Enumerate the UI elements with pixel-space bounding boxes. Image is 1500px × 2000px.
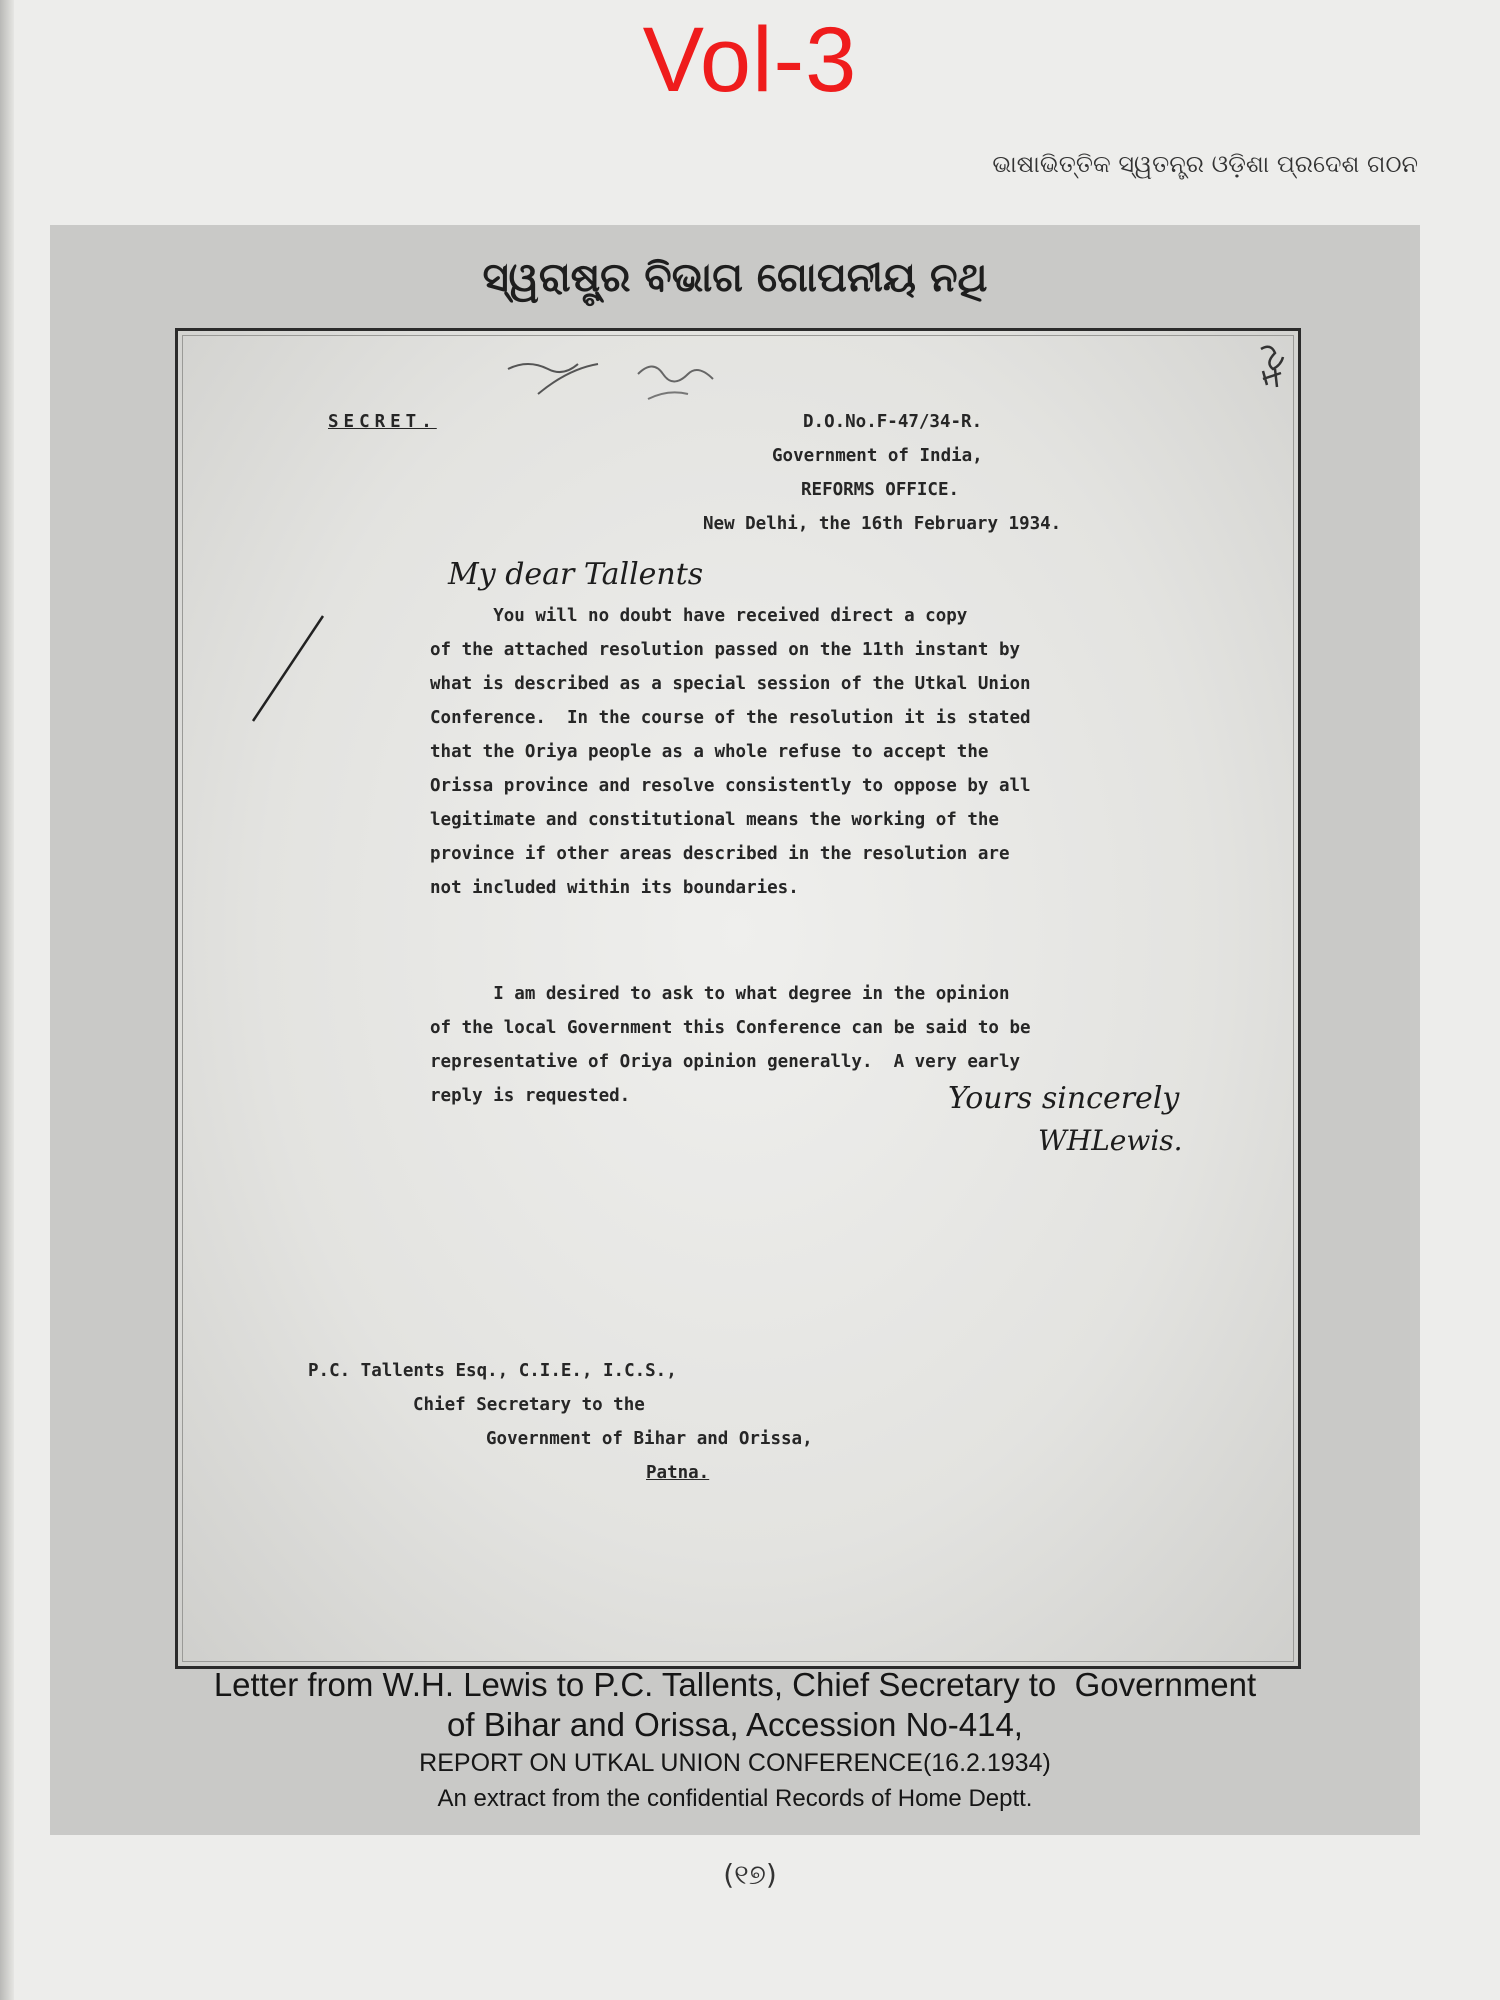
reference-number: D.O.No.F-47/34-R.	[803, 412, 983, 432]
salutation: My dear Tallents	[448, 557, 704, 592]
sender-government: Government of India,	[772, 446, 983, 466]
paragraph-line: representative of Oriya opinion generally. A very early	[430, 1052, 1021, 1072]
paragraph-line: reply is requested.	[430, 1086, 631, 1106]
figure-caption	[50, 1665, 1420, 1817]
paragraph-line: province if other areas described in the resolution are	[430, 844, 1010, 864]
paragraph-line: Orissa province and resolve consistently to oppose by all	[430, 776, 1031, 796]
paragraph-line: of the attached resolution passed on the 11th instant by	[430, 640, 1021, 660]
paragraph-line: I am desired to ask to what degree in the opinion	[430, 984, 1010, 1004]
paragraph-line: that the Oriya people as a whole refuse to accept the	[430, 742, 989, 762]
paragraph-line: what is described as a special session of the Utkal Union	[430, 674, 1031, 694]
paragraph-line: not included within its boundaries.	[430, 878, 799, 898]
folio-mark	[1253, 341, 1293, 391]
paragraph-line: of the local Government this Conference can be said to be	[430, 1018, 1031, 1038]
signature: WHLewis.	[1038, 1124, 1183, 1157]
recipient-city: Patna.	[646, 1463, 710, 1483]
recipient-name: P.C. Tallents Esq., C.I.E., I.C.S.,	[308, 1361, 677, 1381]
paragraph-line: You will no doubt have received direct a copy	[430, 606, 968, 626]
plate-title: ସ୍ୱରାଷ୍ଟ୍ର ବିଭାଗ ଗୋପନୀୟ ନଥି	[482, 255, 988, 301]
recipient-government: Government of Bihar and Orissa,	[486, 1429, 813, 1449]
page-edge-shadow	[0, 0, 14, 2000]
scanned-letter	[175, 328, 1301, 1669]
sender-office: REFORMS OFFICE.	[801, 480, 960, 500]
classification-label: SECRET.	[328, 412, 437, 432]
caption-line-4: An extract from the confidential Records of Home Deptt.	[437, 1785, 1033, 1812]
paragraph-line: Conference. In the course of the resolution it is stated	[430, 708, 1031, 728]
handwritten-annotation	[498, 349, 738, 409]
body-paragraph-1	[430, 599, 1290, 905]
margin-stroke	[248, 611, 328, 731]
recipient-title: Chief Secretary to the	[413, 1395, 645, 1415]
volume-label: Vol-3	[642, 9, 858, 111]
caption-line-2: of Bihar and Orissa, Accession No-414,	[447, 1706, 1023, 1743]
paragraph-line: legitimate and constitutional means the working of the	[430, 810, 999, 830]
place-date: New Delhi, the 16th February 1934.	[703, 514, 1062, 534]
page-number: (୧୭)	[723, 1858, 777, 1891]
caption-line-1: Letter from W.H. Lewis to P.C. Tallents, Chief Secretary to Government	[213, 1666, 1257, 1703]
running-head: ଭାଷାଭିତ୍ତିକ ସ୍ୱତନ୍ତ୍ର ଓଡ଼ିଶା ପ୍ରଦେଶ ଗଠନ	[992, 150, 1418, 178]
caption-line-3: REPORT ON UTKAL UNION CONFERENCE(16.2.1934)	[419, 1749, 1051, 1777]
closing: Yours sincerely	[948, 1081, 1180, 1116]
document-plate	[50, 225, 1420, 1835]
